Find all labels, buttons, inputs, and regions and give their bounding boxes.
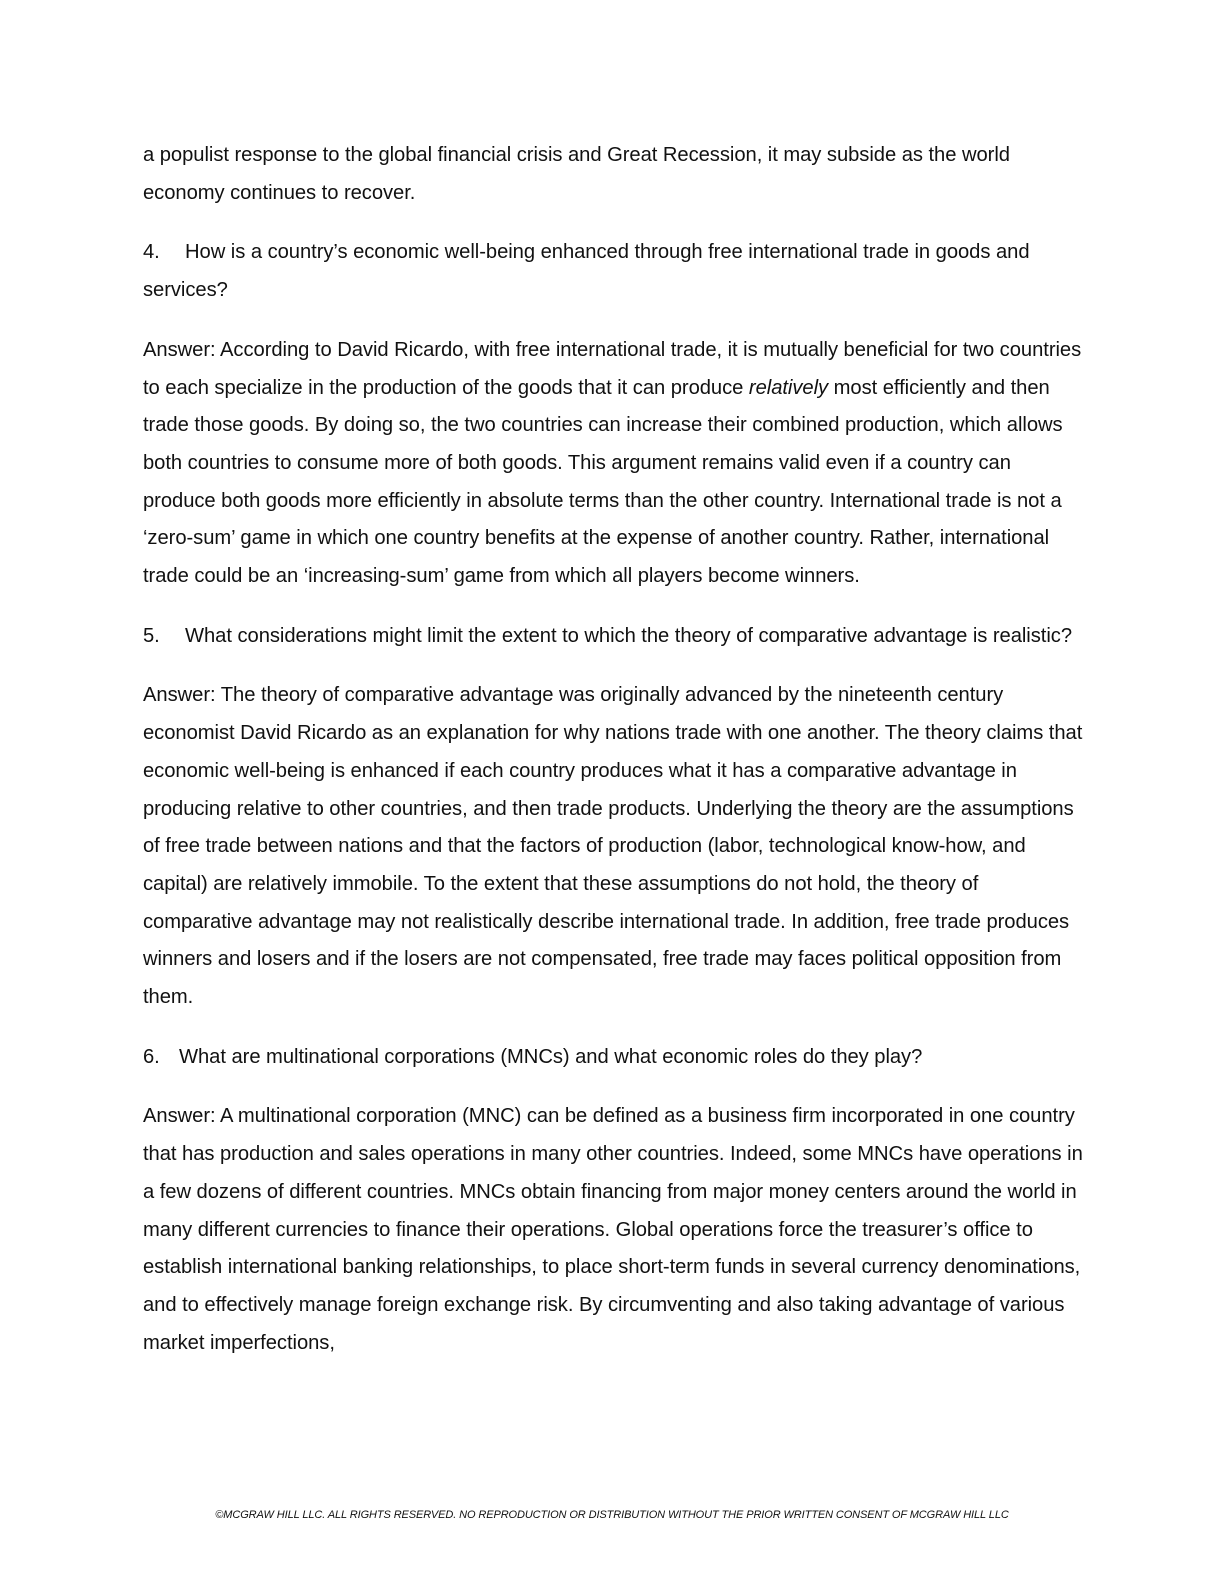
answer-italic-word: relatively <box>748 376 829 399</box>
question-6 <box>143 1039 1083 1077</box>
question-number: 5. <box>143 624 160 647</box>
question-number: 6. <box>143 1045 160 1068</box>
question-text: What considerations might limit the extent to which the theory of comparative advantage is realistic? <box>185 624 1073 647</box>
continuation-paragraph: a populist response to the global financial crisis and Great Recession, it may subside as the world economy continues to recover. <box>143 144 1010 204</box>
answer-text-part-1: Answer: According to David Ricardo, with free international trade, it is mutually beneficial for two countries to each specialize in the production of the goods that it can produce <box>143 338 1082 399</box>
question-4 <box>143 234 1083 309</box>
answer-text-part-2: most efficiently and then trade those goods. By doing so, the two countries can increase their combined production, which allows both countries to consume more of both goods. This argument remains valid even if a country can produce both goods more efficiently in absolute terms than the other country. International trade is not a ‘zero-sum’ game in which one country benefits at the expense of another country. Rather, international trade could be an ‘increasing-sum’ game from which all players become winners. <box>143 376 1063 588</box>
answer-5: Answer: The theory of comparative advantage was originally advanced by the nineteenth century economist David Ricardo as an explanation for why nations trade with one another. The theory claims that economic well-being is enhanced if each country produces what it has a comparative advantage in producing relative to other countries, and then trade products. Underlying the theory are the assumptions of free trade between nations and that the factors of production (labor, technological know-how, and capital) are relatively immobile. To the extent that these assumptions do not hold, the theory of comparative advantage may not realistically describe international trade. In addition, free trade produces winners and losers and if the losers are not compensated, free trade may faces political opposition from them. <box>143 684 1083 1009</box>
question-5 <box>143 618 1083 656</box>
question-text: How is a country’s economic well-being enhanced through free international trade in goods and services? <box>143 241 1030 302</box>
question-text: What are multinational corporations (MNCs) and what economic roles do they play? <box>179 1045 923 1068</box>
copyright-footer: ©MCGRAW HILL LLC. ALL RIGHTS RESERVED. NO REPRODUCTION OR DISTRIBUTION WITHOUT THE PRIOR WRITTEN CONSENT OF MCGRAW HILL LLC <box>215 1509 1009 1521</box>
question-number: 4. <box>143 241 160 264</box>
answer-4 <box>143 332 1083 596</box>
answer-6: Answer: A multinational corporation (MNC) can be defined as a business firm incorporated in one country that has production and sales operations in many other countries. Indeed, some MNCs have operations in a few dozens of different countries. MNCs obtain financing from major money centers around the world in many different currencies to finance their operations. Global operations force the treasurer’s office to establish international banking relationships, to place short-term funds in several currency denominations, and to effectively manage foreign exchange risk. By circumventing and also taking advantage of various market imperfections, <box>143 1105 1083 1354</box>
page-content <box>143 137 1083 1384</box>
